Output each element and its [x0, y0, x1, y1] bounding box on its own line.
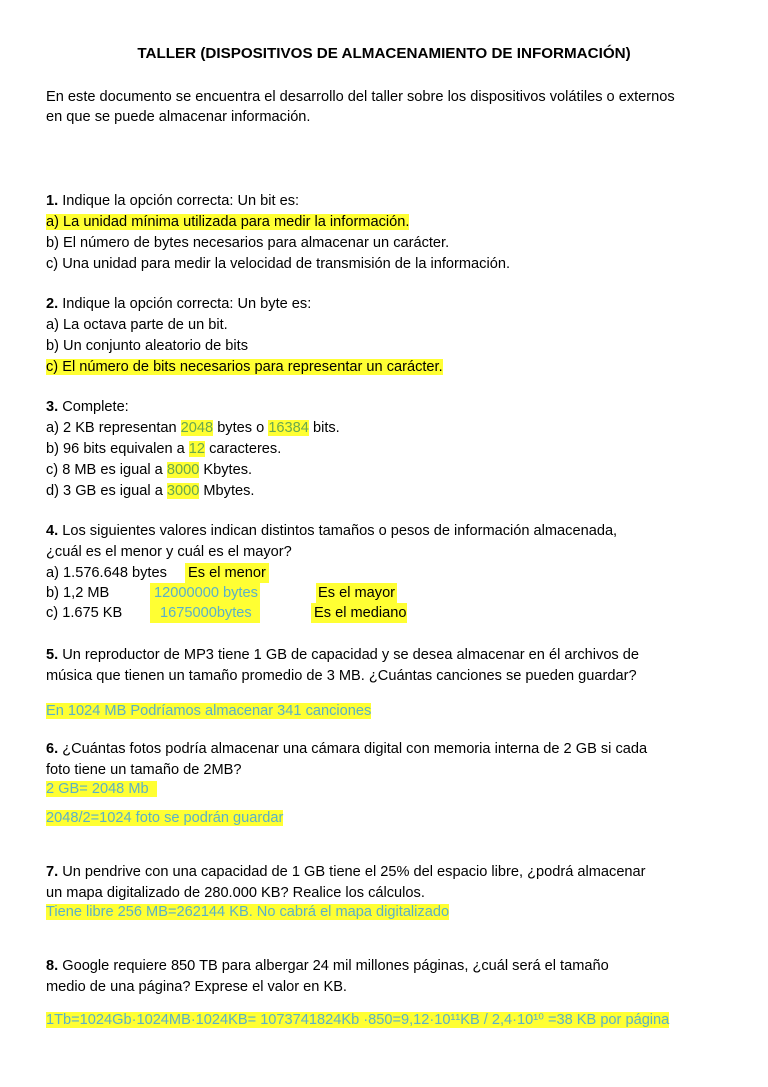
item-text: d) 3 GB es igual a — [46, 483, 167, 499]
item-text: Kbytes. — [199, 462, 253, 478]
q4-option-c — [46, 603, 746, 623]
answer-value: 12 — [188, 441, 206, 457]
question-7-line-2: un mapa digitalizado de 280.000 KB? Realice los cálculos. — [46, 885, 425, 901]
question-number: 3. — [46, 399, 59, 415]
question-6 — [46, 739, 647, 759]
question-number: 1. — [46, 193, 59, 209]
item-text: caracteres. — [205, 441, 282, 457]
answer-value: 1675000bytes — [150, 603, 260, 623]
item-text: a) 2 KB representan — [46, 420, 181, 436]
answer-text: Es el mayor — [318, 585, 396, 601]
q2-option-b: b) Un conjunto aleatorio de bits — [46, 338, 249, 354]
question-number: 8. — [46, 958, 59, 974]
question-number: 2. — [46, 296, 59, 312]
option-label: b) 1,2 MB — [46, 585, 110, 601]
question-text: Google requiere 850 TB para albergar 24 mil millones páginas, ¿cuál será el tamaño — [58, 958, 609, 974]
q3-item-a — [46, 418, 340, 438]
item-text: b) 96 bits equivalen a — [46, 441, 189, 457]
q4-option-b — [46, 583, 746, 603]
answer-value: 16384 — [268, 420, 309, 436]
question-4-line-2: ¿cuál es el menor y cuál es el mayor? — [46, 544, 292, 560]
item-text: bytes o — [213, 420, 269, 436]
question-1 — [46, 191, 299, 211]
question-text: Complete: — [58, 399, 129, 415]
q3-item-b — [46, 439, 281, 459]
question-4 — [46, 521, 617, 541]
q8-answer — [46, 1010, 669, 1030]
q7-answer — [46, 902, 449, 922]
option-label: a) 1.576.648 bytes — [46, 565, 167, 581]
q5-answer — [46, 701, 371, 721]
question-text: Indique la opción correcta: Un bit es: — [58, 193, 300, 209]
answer-text: 2 GB= 2048 Mb — [46, 781, 157, 797]
answer-value: 2048 — [180, 420, 214, 436]
question-8-line-2: medio de una página? Exprese el valor en KB. — [46, 979, 347, 995]
item-text: c) 8 MB es igual a — [46, 462, 167, 478]
q2-option-a: a) La octava parte de un bit. — [46, 317, 228, 333]
answer-text: En 1024 MB Podríamos almacenar 341 canciones — [46, 703, 372, 719]
answer-text: Es el menor — [185, 563, 269, 583]
question-text: Los siguientes valores indican distintos tamaños o pesos de información almacenada, — [58, 523, 618, 539]
question-number: 5. — [46, 647, 59, 663]
question-7 — [46, 862, 646, 882]
question-2 — [46, 294, 311, 314]
q6-answer-1 — [46, 779, 157, 799]
answer-text: Tiene libre 256 MB=262144 KB. No cabrá el mapa digitalizado — [46, 904, 450, 920]
answer-text: 2048/2=1024 foto se podrán guardar — [46, 810, 284, 826]
q1-option-a — [46, 212, 409, 232]
question-text: Indique la opción correcta: Un byte es: — [58, 296, 312, 312]
q4-option-a — [46, 563, 746, 583]
question-text: ¿Cuántas fotos podría almacenar una cámara digital con memoria interna de 2 GB si cada — [58, 741, 648, 757]
answer-value: 8000 — [166, 462, 200, 478]
answer-value: 12000000 bytes — [150, 583, 260, 603]
question-5-line-2: música que tienen un tamaño promedio de 3 MB. ¿Cuántas canciones se pueden guardar? — [46, 668, 637, 684]
answer-text: Es el mediano — [311, 603, 407, 623]
q6-answer-2 — [46, 808, 283, 828]
question-5 — [46, 645, 639, 665]
answer-text: 1Tb=1024Gb·1024MB·1024KB= 1073741824Kb ·850=9,12·10¹¹KB / 2,4·10¹⁰ =38 KB por página — [46, 1012, 670, 1028]
selected-answer: c) El número de bits necesarios para representar un carácter. — [46, 359, 443, 375]
question-text: Un reproductor de MP3 tiene 1 GB de capacidad y se desea almacenar en él archivos de — [58, 647, 640, 663]
intro-line-1: En este documento se encuentra el desarrollo del taller sobre los dispositivos volátiles o externos — [46, 89, 675, 105]
q3-item-c — [46, 460, 252, 480]
item-text: bits. — [308, 420, 340, 436]
q3-item-d — [46, 481, 255, 501]
q2-option-c — [46, 357, 443, 377]
selected-answer: a) La unidad mínima utilizada para medir la información. — [46, 214, 410, 230]
item-text: Mbytes. — [199, 483, 255, 499]
intro-line-2: en que se puede almacenar información. — [46, 109, 311, 125]
q1-option-b: b) El número de bytes necesarios para almacenar un carácter. — [46, 235, 450, 251]
question-number: 7. — [46, 864, 59, 880]
question-3 — [46, 397, 129, 417]
document-title: TALLER (DISPOSITIVOS DE ALMACENAMIENTO DE INFORMACIÓN) — [137, 45, 631, 62]
question-6-line-2: foto tiene un tamaño de 2MB? — [46, 762, 242, 778]
option-label: c) 1.675 KB — [46, 605, 123, 621]
question-number: 6. — [46, 741, 59, 757]
q1-option-c: c) Una unidad para medir la velocidad de transmisión de la información. — [46, 256, 510, 272]
question-text: Un pendrive con una capacidad de 1 GB tiene el 25% del espacio libre, ¿podrá almacenar — [58, 864, 646, 880]
question-number: 4. — [46, 523, 59, 539]
question-8 — [46, 956, 609, 976]
answer-value: 3000 — [166, 483, 200, 499]
